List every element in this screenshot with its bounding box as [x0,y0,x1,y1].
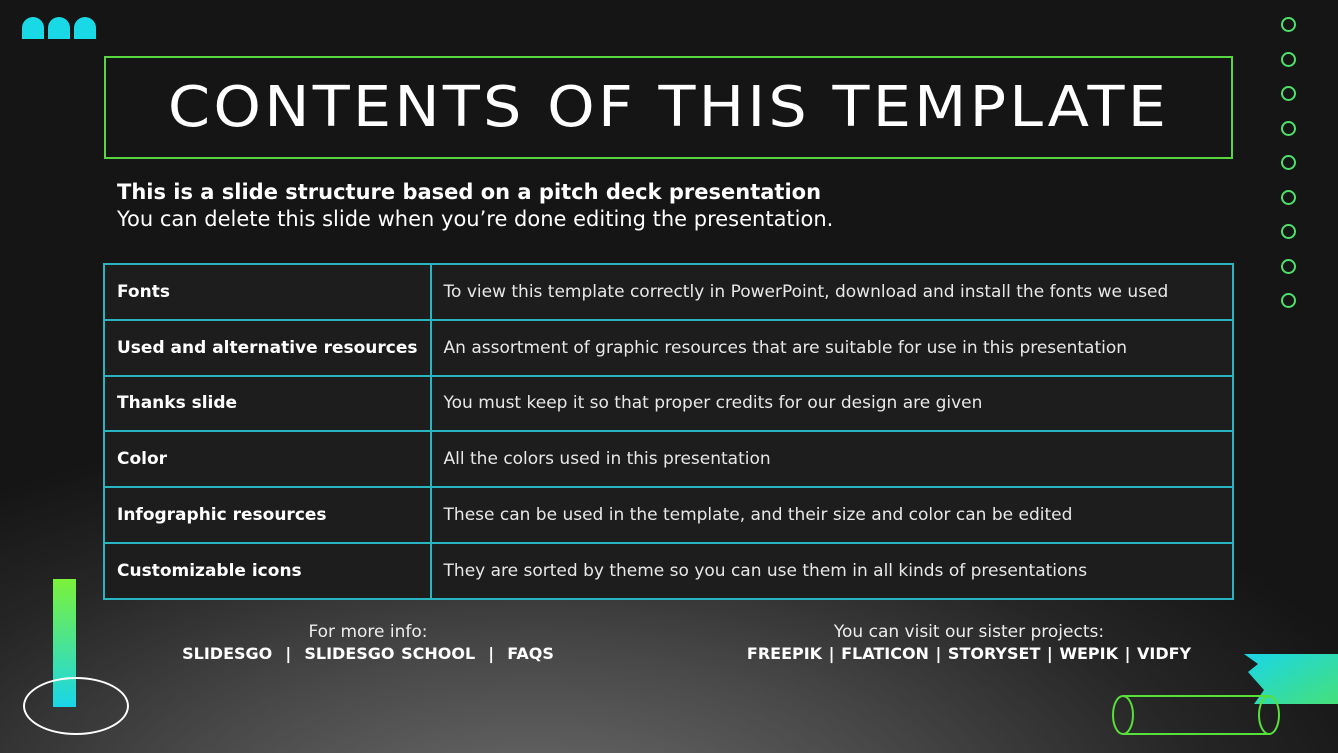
resource-name: Fonts [104,264,431,320]
ring-dot-icon [1281,190,1296,205]
ring-dot-icon [1281,86,1296,101]
footer-sister-projects [706,622,1232,663]
quarter-circle-icon [22,17,44,39]
ring-dot-icon [1281,121,1296,136]
table-row [104,543,1233,599]
resource-description: To view this template correctly in PowerPoint, download and install the fonts we used [431,264,1233,320]
table-row [104,431,1233,487]
ring-dot-icon [1281,224,1296,239]
subtitle: You can delete this slide when you’re done editing the presentation. [117,207,834,231]
ellipse-outline-decoration [23,677,129,735]
page-title: CONTENTS OF THIS TEMPLATE [167,75,1170,140]
ring-dot-icon [1281,293,1296,308]
table-row [104,487,1233,543]
footer-right-links[interactable]: FREEPIK | FLATICON | STORYSET | WEPIK | VIDFY [746,644,1192,663]
ring-dot-icon [1281,155,1296,170]
table-row [104,320,1233,376]
resource-name: Color [104,431,431,487]
resource-description: An assortment of graphic resources that are suitable for use in this presentation [431,320,1233,376]
resources-table [103,263,1234,600]
resource-description: These can be used in the template, and their size and color can be edited [431,487,1233,543]
table-row [104,376,1233,432]
title-frame [104,56,1233,159]
resource-description: They are sorted by theme so you can use them in all kinds of presentations [431,543,1233,599]
quarter-circle-icon [74,17,96,39]
resource-description: You must keep it so that proper credits for our design are given [431,376,1233,432]
quarter-circle-icon [48,17,70,39]
footer-more-info [150,622,586,663]
ring-dot-icon [1281,259,1296,274]
footer-left-links[interactable]: SLIDESGO | SLIDESGO SCHOOL | FAQS [182,644,554,663]
resource-name: Customizable icons [104,543,431,599]
ring-dot-icon [1281,17,1296,32]
cylinder-icon [1111,694,1281,736]
resource-description: All the colors used in this presentation [431,431,1233,487]
resource-name: Used and alternative resources [104,320,431,376]
footer-left-label: For more info: [308,622,428,642]
subtitle-bold: This is a slide structure based on a pitch deck presentation [117,180,822,204]
footer-right-label: You can visit our sister projects: [833,622,1105,642]
ring-dot-icon [1281,52,1296,67]
ring-dots-decoration [1281,17,1297,328]
resource-name: Infographic resources [104,487,431,543]
table-row [104,264,1233,320]
resource-name: Thanks slide [104,376,431,432]
quarter-circles-decoration [22,17,96,39]
